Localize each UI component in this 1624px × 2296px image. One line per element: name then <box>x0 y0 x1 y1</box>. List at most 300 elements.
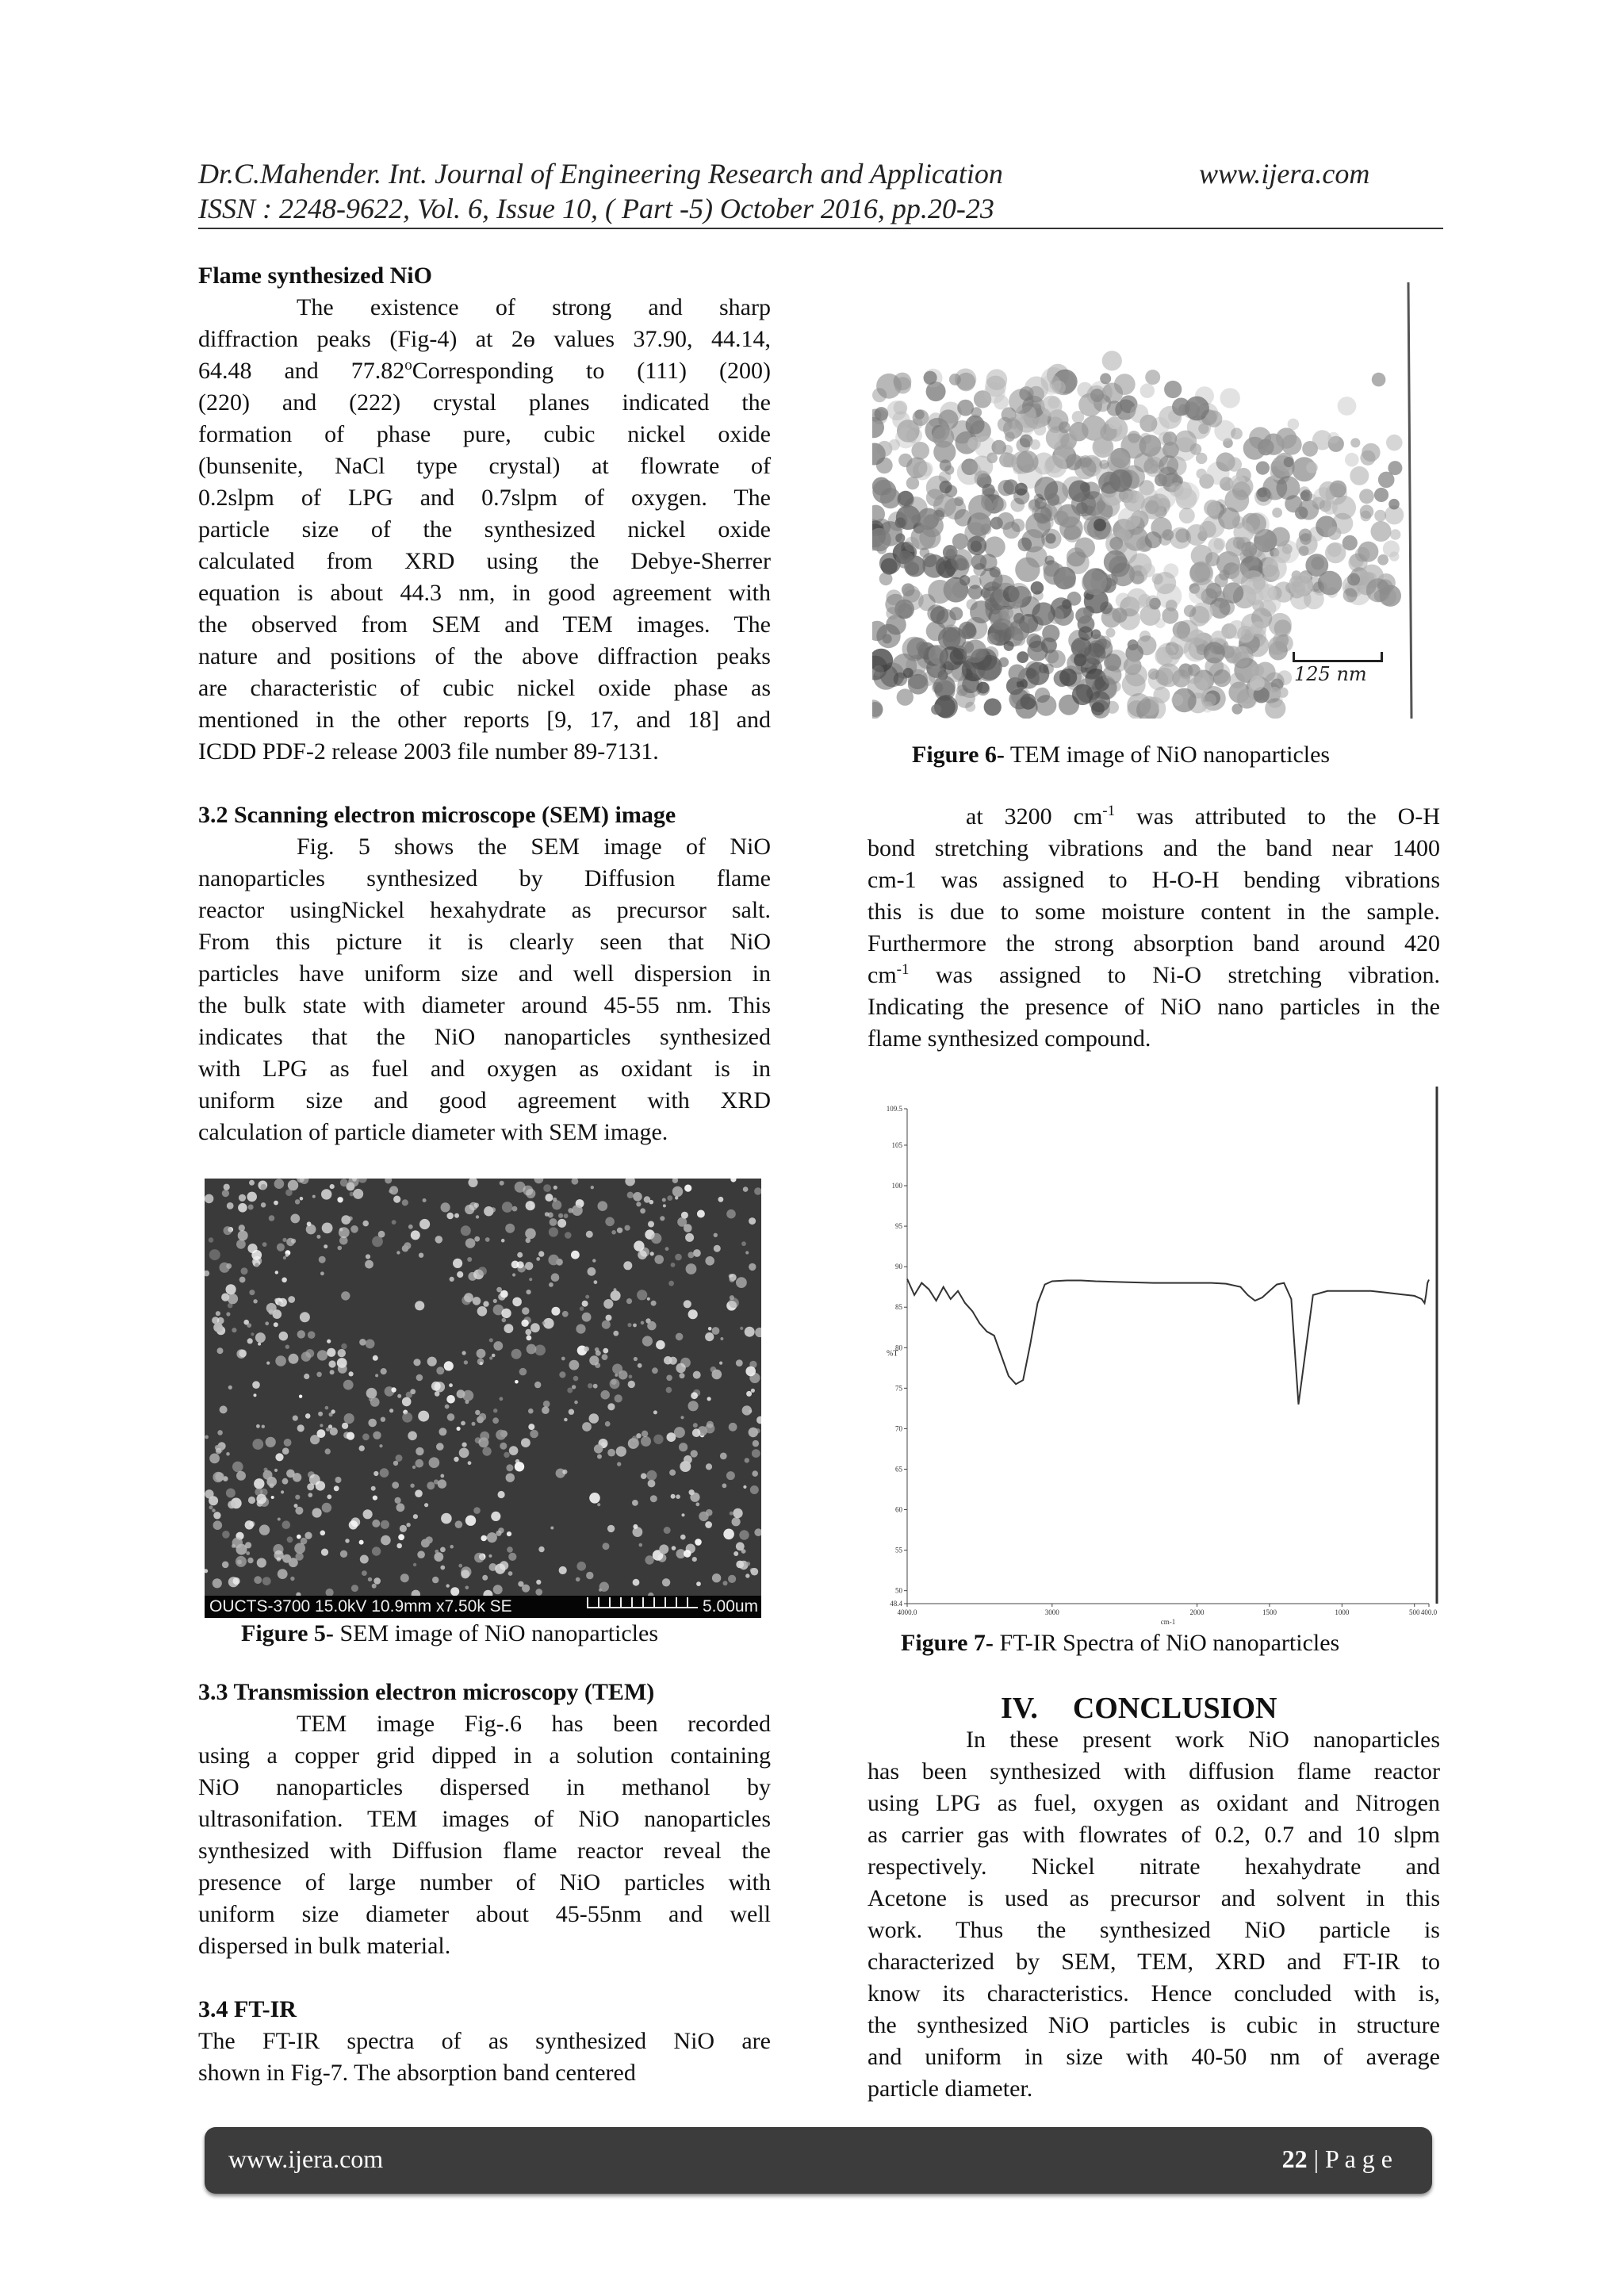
tem-particle <box>904 537 919 552</box>
tem-particle <box>966 416 985 435</box>
sem-particle <box>525 1329 531 1336</box>
sem-particle <box>726 1209 736 1219</box>
tem-particle <box>1047 493 1059 506</box>
sem-particle <box>462 1351 466 1355</box>
sem-particle <box>551 1307 560 1316</box>
sem-particle <box>565 1232 572 1239</box>
sem-particle <box>720 1337 723 1340</box>
sem-particle <box>672 1179 678 1183</box>
sem-particle <box>269 1309 274 1314</box>
sem-particle <box>507 1531 511 1536</box>
sem-particle <box>627 1192 634 1198</box>
sem-particle <box>429 1457 440 1468</box>
sem-particle <box>402 1199 408 1205</box>
sem-particle <box>668 1281 674 1286</box>
tem-particle <box>1289 573 1312 596</box>
sem-particle <box>345 1539 349 1543</box>
sem-particle <box>228 1501 236 1508</box>
sem-particle <box>542 1406 550 1414</box>
sem-particle <box>684 1185 691 1192</box>
sem-particle <box>489 1356 492 1359</box>
sem-particle <box>633 1192 642 1202</box>
sem-particle <box>667 1195 672 1201</box>
tem-particle <box>1205 410 1222 427</box>
tem-particle <box>1268 636 1287 655</box>
sem-particle <box>584 1347 589 1352</box>
sem-particle <box>247 1558 253 1563</box>
sem-particle <box>728 1575 736 1583</box>
tem-particle <box>1265 698 1285 719</box>
sem-particle <box>324 1244 327 1248</box>
sem-particle <box>393 1196 400 1203</box>
tem-particle <box>967 437 981 450</box>
sem-particle <box>526 1238 531 1244</box>
sem-particle <box>249 1180 255 1186</box>
sem-particle <box>300 1312 310 1322</box>
sem-particle <box>410 1484 414 1488</box>
paragraph-ftir: The FT-IR spectra of as synthesized NiO are shown in Fig-7. The absorption band centered <box>198 2028 771 2086</box>
sem-particle <box>464 1360 468 1364</box>
sem-particle <box>396 1503 405 1512</box>
sem-particle <box>603 1543 610 1550</box>
tem-particle <box>1243 437 1266 460</box>
sem-particle <box>395 1497 401 1504</box>
sem-particle <box>259 1524 270 1535</box>
sem-particle <box>712 1573 721 1582</box>
sem-particle <box>688 1251 694 1258</box>
sem-particle <box>434 1552 443 1562</box>
sem-particle <box>685 1233 694 1242</box>
sem-particle <box>506 1474 515 1482</box>
sem-particle <box>453 1259 462 1268</box>
tem-particle <box>921 515 944 538</box>
sem-particle <box>712 1370 722 1380</box>
tem-particle <box>931 704 941 715</box>
sem-particle <box>543 1184 551 1192</box>
sem-particle <box>252 1439 263 1450</box>
sem-particle <box>317 1429 326 1438</box>
header-rule <box>198 228 1443 229</box>
sem-particle <box>730 1512 733 1516</box>
sem-particle <box>538 1547 544 1552</box>
sem-particle <box>534 1179 544 1183</box>
sem-particle <box>305 1413 311 1419</box>
sem-particle <box>294 1504 298 1508</box>
sem-particle <box>287 1536 293 1543</box>
sem-particle <box>290 1214 300 1224</box>
sem-particle <box>625 1225 630 1231</box>
sem-particle <box>236 1349 246 1359</box>
sem-particle <box>209 1249 220 1260</box>
sem-particle <box>686 1263 697 1274</box>
sem-particle <box>492 1417 499 1424</box>
sem-particle <box>279 1332 289 1341</box>
sem-particle <box>247 1323 251 1328</box>
ftir-x-tick-label: 1000 <box>1335 1608 1350 1616</box>
tem-particle <box>1232 703 1243 714</box>
sem-particle <box>749 1217 756 1225</box>
sem-particle <box>269 1215 275 1221</box>
sem-particle <box>462 1443 467 1447</box>
ftir-y-tick-label: 80 <box>895 1343 902 1352</box>
sem-particle <box>676 1333 684 1341</box>
tem-particle <box>1009 665 1026 682</box>
tem-particle <box>885 594 906 615</box>
tem-particle <box>1198 424 1208 434</box>
sem-particle <box>282 1554 291 1563</box>
tem-particle <box>963 640 986 663</box>
sem-particle <box>628 1381 635 1388</box>
sem-particle <box>446 1584 450 1587</box>
ftir-y-tick-label: 70 <box>895 1424 902 1433</box>
sem-particle <box>755 1328 761 1337</box>
sem-particle <box>373 1577 381 1585</box>
paragraph-tem: TEM image Fig-.6 has been recorded using a copper grid dipped in a solution containing NiO nanoparticles dispersed in methanol by ultrasonifation. TEM images of NiO nanoparticles synthesized with Diffusion flame reactor reveal the presence of large number of NiO particles with uniform size diameter about 45-55nm and well dispersed in bulk material. <box>198 1711 771 1959</box>
tem-particle <box>1039 664 1048 673</box>
tem-particle <box>1327 432 1339 444</box>
tem-particle <box>1179 508 1195 523</box>
sem-particle <box>730 1277 735 1282</box>
sem-particle <box>617 1228 622 1233</box>
tem-particle <box>906 427 922 443</box>
sem-particle <box>461 1225 471 1236</box>
sem-particle <box>681 1513 684 1516</box>
sem-particle <box>417 1550 425 1558</box>
sem-particle <box>745 1573 749 1577</box>
sem-particle <box>226 1312 230 1316</box>
sem-particle <box>373 1432 381 1439</box>
sem-particle <box>427 1357 437 1366</box>
tem-particle <box>1154 572 1176 594</box>
tem-particle <box>1170 482 1184 496</box>
sem-particle <box>226 1489 236 1498</box>
tem-particle <box>1284 457 1294 467</box>
sem-particle <box>457 1271 463 1278</box>
sem-particle <box>602 1320 611 1329</box>
sem-particle <box>284 1439 292 1447</box>
sem-particle <box>611 1290 621 1301</box>
sem-particle <box>341 1343 347 1349</box>
sem-particle <box>477 1349 486 1359</box>
sem-particle <box>464 1293 473 1302</box>
sem-particle <box>536 1257 540 1261</box>
sem-particle <box>502 1202 513 1213</box>
sem-particle <box>340 1550 347 1558</box>
sem-particle <box>573 1376 579 1382</box>
sem-particle <box>755 1428 760 1433</box>
sem-particle <box>362 1221 369 1227</box>
sem-particle <box>372 1547 381 1555</box>
sem-particle <box>616 1447 626 1457</box>
sem-particle <box>588 1267 596 1276</box>
sem-scale-ticks <box>587 1597 698 1608</box>
tem-particle <box>1108 416 1120 429</box>
sem-particle <box>491 1207 496 1212</box>
tem-particle <box>1141 496 1165 519</box>
tem-particle <box>921 672 936 686</box>
sem-particle <box>750 1485 759 1494</box>
sem-particle <box>265 1321 269 1325</box>
sem-particle <box>228 1303 233 1309</box>
sem-info-bar <box>205 1596 761 1618</box>
sem-particle <box>349 1371 354 1376</box>
sem-particle <box>288 1296 295 1303</box>
tem-particle <box>1141 563 1155 577</box>
sem-particle <box>371 1486 376 1491</box>
figure6-caption: Figure 6- TEM image of NiO nanoparticles <box>912 742 1331 768</box>
sem-particle <box>325 1406 329 1410</box>
sem-particle <box>500 1397 504 1401</box>
sem-particle <box>627 1323 631 1327</box>
tem-particle <box>898 491 913 506</box>
paragraph-sem: Fig. 5 shows the SEM image of NiO nanoparticles synthesized by Diffusion flame reactor usingNickel hexahydrate as precursor salt. From this picture it is clearly seen that NiO particles have uniform size and well dispersion in the bulk state with diameter around 45-55 nm. This indicates that the NiO nanoparticles synthesized with LPG as fuel and oxygen as oxidant is in uniform size and good agreement with XRD calculation of particle diameter with SEM image. <box>198 834 771 1145</box>
sem-particle <box>319 1256 326 1263</box>
sem-particle <box>662 1198 666 1202</box>
tem-particle <box>1374 510 1386 522</box>
sem-particle <box>327 1348 335 1357</box>
sem-particle <box>632 1500 638 1506</box>
sem-particle <box>498 1527 504 1533</box>
sem-particle <box>308 1493 313 1497</box>
sem-particle <box>450 1587 459 1596</box>
sem-particle <box>254 1576 262 1584</box>
tem-particle <box>894 673 907 686</box>
sem-particle <box>665 1247 669 1251</box>
sem-particle <box>412 1466 416 1469</box>
tem-particle <box>1371 521 1392 542</box>
sem-particle <box>444 1361 454 1370</box>
sem-particle <box>741 1241 746 1246</box>
sem-particle <box>465 1586 469 1590</box>
ftir-spectrum-svg <box>880 1087 1443 1634</box>
running-header-issn: ISSN : 2248-9622, Vol. 6, Issue 10, ( Part -5) October 2016, pp.20-23 <box>198 193 994 224</box>
sem-particle <box>372 1520 380 1527</box>
sem-particle <box>301 1538 308 1545</box>
sem-particle <box>521 1320 528 1327</box>
sem-particle <box>551 1273 560 1282</box>
sem-particle <box>301 1351 311 1361</box>
sem-particle <box>580 1306 584 1311</box>
sem-particle <box>617 1462 621 1466</box>
sem-particle <box>358 1179 367 1183</box>
ftir-y-tick-label: 65 <box>895 1465 902 1474</box>
sem-particle <box>653 1435 663 1444</box>
sem-particle <box>512 1273 515 1276</box>
sem-particle <box>615 1394 622 1402</box>
sem-particle <box>322 1223 333 1234</box>
sem-particle <box>607 1449 615 1457</box>
sem-particle <box>330 1428 338 1435</box>
sem-particle <box>446 1213 454 1220</box>
tem-particle <box>913 409 929 426</box>
sem-particle <box>582 1313 592 1322</box>
sem-particle <box>671 1494 676 1499</box>
sem-particle <box>359 1540 364 1545</box>
sem-particle <box>498 1491 505 1498</box>
sem-particle <box>564 1418 568 1422</box>
ftir-x-tick-label: 500 <box>1408 1608 1420 1616</box>
sem-particle <box>641 1436 651 1447</box>
sem-particle <box>445 1405 450 1409</box>
sem-particle <box>205 1271 209 1277</box>
sem-particle <box>549 1282 553 1287</box>
sem-particle <box>295 1507 303 1515</box>
tem-particle <box>1084 643 1105 665</box>
figure5-caption: Figure 5- SEM image of NiO nanoparticles <box>241 1620 659 1646</box>
tem-particle <box>957 460 982 485</box>
ftir-y-tick-label: 48.4 <box>890 1600 902 1608</box>
tem-particle <box>1003 454 1017 468</box>
sem-particle <box>274 1201 278 1205</box>
sem-particle <box>645 1555 653 1564</box>
tem-particle <box>902 589 923 610</box>
sem-particle <box>527 1344 537 1355</box>
sem-particle <box>325 1448 331 1454</box>
tem-particle <box>1233 537 1245 549</box>
sem-particle <box>684 1300 691 1308</box>
sem-particle <box>398 1534 404 1540</box>
tem-particle <box>1202 701 1213 712</box>
section-heading-conclusion: IV. CONCLUSION <box>1001 1692 1277 1725</box>
sem-particle <box>684 1550 691 1558</box>
tem-particle <box>1175 529 1189 543</box>
sem-particle <box>339 1349 343 1353</box>
sem-image <box>205 1179 761 1618</box>
tem-particle <box>1028 641 1048 661</box>
sem-particle <box>743 1186 749 1192</box>
sem-particle <box>660 1216 665 1221</box>
sem-particle <box>436 1443 444 1451</box>
tem-particle <box>1106 628 1116 638</box>
sem-particle <box>334 1485 339 1491</box>
tem-particle <box>1345 453 1359 467</box>
tem-particle <box>1114 374 1136 395</box>
sem-particle <box>285 1345 289 1349</box>
tem-particle <box>1031 581 1044 595</box>
sem-particle <box>613 1331 619 1336</box>
sem-particle <box>625 1179 635 1186</box>
sem-particle <box>220 1405 228 1413</box>
sem-particle <box>545 1194 553 1202</box>
tem-particle <box>1003 419 1023 439</box>
sem-particle <box>232 1328 236 1332</box>
sem-particle <box>286 1238 294 1246</box>
sem-particle <box>733 1551 738 1556</box>
sem-particle <box>366 1388 377 1399</box>
sem-particle <box>506 1464 513 1471</box>
sem-particle <box>599 1582 609 1592</box>
sem-particle <box>529 1278 532 1281</box>
tem-particle <box>1234 651 1250 667</box>
sem-particle <box>320 1424 323 1427</box>
tem-particle <box>1162 529 1174 540</box>
sem-particle <box>754 1528 761 1536</box>
sem-particle <box>373 1471 378 1476</box>
tem-particle <box>1258 488 1267 497</box>
sem-particle <box>488 1554 492 1558</box>
sem-particle <box>572 1179 579 1185</box>
sem-particle <box>381 1520 389 1529</box>
sem-particle <box>586 1572 593 1579</box>
sem-particle <box>718 1197 724 1202</box>
tem-particle <box>1162 646 1176 659</box>
sem-particle <box>465 1205 474 1214</box>
sem-particle <box>406 1523 410 1527</box>
sem-particle <box>381 1368 387 1374</box>
sem-particle <box>274 1469 278 1472</box>
sem-particle <box>500 1290 508 1298</box>
sem-particle <box>337 1197 343 1202</box>
paragraph-conclusion: In these present work NiO nanoparticles has been synthesized with diffusion flame reactor using LPG as fuel, oxygen as oxidant and Nitrogen as carrier gas with flowrates of 0.2, 0.7 and 10 slpm respectively. Nickel nitrate hexahydrate and Acetone is used as precursor and solvent in this work. Thus the synthesized NiO particle is characterized by SEM, TEM, XRD and FT-IR to know its characteristics. Hence concluded with is, the synthesized NiO particles is cubic in structure and uniform in size with 40-50 nm of average particle diameter. <box>868 1727 1440 2102</box>
sem-particle <box>342 1423 348 1429</box>
sem-particle <box>213 1578 222 1588</box>
sem-particle <box>213 1323 223 1332</box>
sem-particle <box>416 1447 423 1455</box>
sem-particle <box>589 1355 599 1365</box>
sem-particle <box>507 1547 513 1553</box>
sem-particle <box>440 1474 444 1478</box>
sem-particle <box>672 1546 676 1550</box>
sem-particle <box>304 1532 312 1539</box>
sem-particle <box>483 1535 487 1539</box>
sem-particle <box>653 1410 657 1414</box>
tem-particle <box>922 554 946 578</box>
sem-particle <box>669 1470 676 1476</box>
sem-particle <box>611 1379 617 1385</box>
footer-page-number: 22 | P a g e <box>1281 2145 1392 2173</box>
sem-particle <box>705 1256 714 1266</box>
tem-particle <box>926 489 944 506</box>
sem-particle <box>723 1529 734 1540</box>
tem-particle <box>1350 438 1360 447</box>
sem-particle <box>473 1297 481 1305</box>
sem-particle <box>582 1301 588 1307</box>
sem-particle <box>696 1581 701 1586</box>
sem-particle <box>562 1470 567 1474</box>
sem-particle <box>680 1535 686 1540</box>
tem-particle <box>906 477 919 489</box>
sem-particle <box>576 1324 585 1334</box>
sem-particle <box>571 1251 580 1259</box>
sem-particle <box>450 1277 454 1282</box>
tem-particle <box>1157 664 1181 688</box>
sem-particle <box>427 1481 435 1489</box>
sem-particle <box>677 1217 687 1227</box>
sem-particle <box>637 1290 647 1300</box>
tem-particle <box>1204 642 1225 663</box>
sem-particle <box>360 1555 369 1564</box>
sem-particle <box>261 1202 266 1207</box>
tem-particle <box>1054 511 1069 526</box>
sem-particle <box>328 1360 335 1367</box>
sem-particle <box>736 1359 743 1366</box>
tem-particle <box>1299 529 1312 542</box>
sem-particle <box>396 1251 400 1254</box>
sem-particle <box>226 1452 230 1456</box>
sem-particle <box>483 1301 488 1306</box>
sem-particle <box>552 1200 561 1209</box>
sem-particle <box>733 1508 742 1518</box>
tem-particle <box>997 512 1014 530</box>
sem-particle <box>511 1261 519 1269</box>
sem-particle <box>512 1206 518 1212</box>
sem-particle <box>504 1324 514 1333</box>
sem-particle <box>549 1227 558 1236</box>
sem-particle <box>454 1457 458 1462</box>
sem-particle <box>247 1338 253 1343</box>
sem-particle <box>753 1440 759 1447</box>
sem-particle <box>312 1508 322 1517</box>
